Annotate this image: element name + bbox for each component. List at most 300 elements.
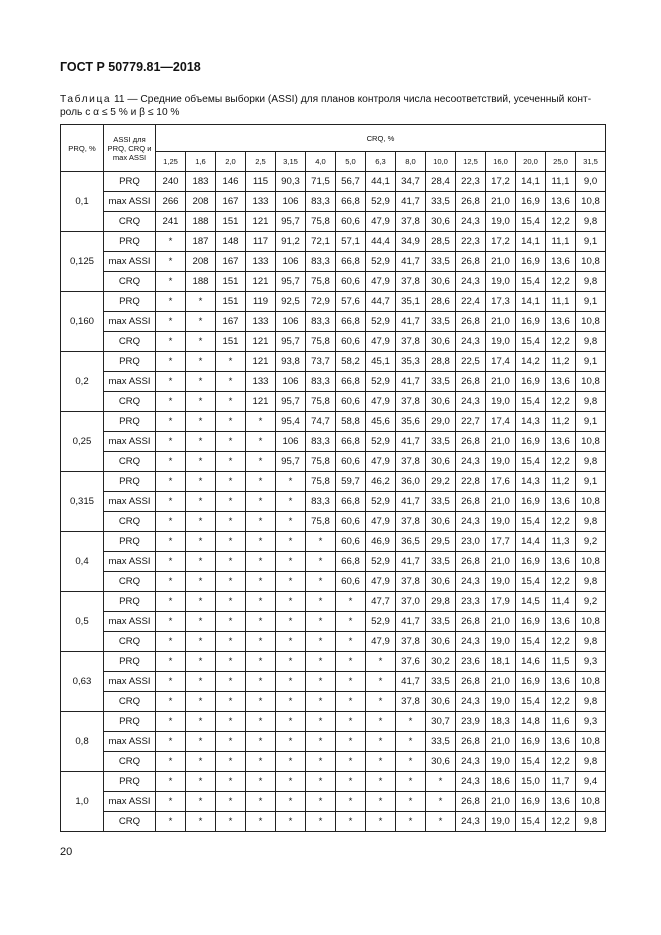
data-cell: * — [426, 792, 456, 812]
data-cell: 15,4 — [516, 632, 546, 652]
page-number: 20 — [60, 846, 73, 858]
data-cell: 9,1 — [576, 412, 606, 432]
data-cell: * — [246, 812, 276, 832]
data-cell: 33,5 — [426, 192, 456, 212]
data-cell: 29,5 — [426, 532, 456, 552]
data-cell: 24,3 — [456, 752, 486, 772]
data-cell: 72,9 — [306, 292, 336, 312]
data-cell: * — [156, 792, 186, 812]
data-cell: 167 — [216, 192, 246, 212]
crq-value-header: 31,5 — [576, 152, 606, 172]
data-cell: 24,3 — [456, 572, 486, 592]
data-cell: 41,7 — [396, 492, 426, 512]
data-cell: * — [186, 412, 216, 432]
data-cell: * — [156, 392, 186, 412]
data-cell: 19,0 — [486, 452, 516, 472]
data-cell: 9,8 — [576, 752, 606, 772]
data-cell: 266 — [156, 192, 186, 212]
data-cell: 52,9 — [366, 372, 396, 392]
data-cell: 12,2 — [546, 452, 576, 472]
data-cell: * — [276, 572, 306, 592]
row-label-cell: PRQ — [104, 472, 156, 492]
data-cell: * — [336, 752, 366, 772]
row-label-cell: CRQ — [104, 572, 156, 592]
crq-value-header: 3,15 — [276, 152, 306, 172]
data-cell: 19,0 — [486, 692, 516, 712]
table-row — [61, 732, 606, 752]
data-cell: 15,4 — [516, 692, 546, 712]
table-row — [61, 632, 606, 652]
data-cell: * — [276, 812, 306, 832]
data-cell: * — [396, 792, 426, 812]
data-cell: 95,4 — [276, 412, 306, 432]
data-cell: * — [366, 752, 396, 772]
data-cell: * — [156, 252, 186, 272]
data-cell: * — [306, 672, 336, 692]
data-cell: * — [186, 612, 216, 632]
data-cell: 30,6 — [426, 392, 456, 412]
data-cell: 12,2 — [546, 812, 576, 832]
document-title: ГОСТ Р 50779.81—2018 — [60, 60, 201, 74]
prq-value-cell: 0,125 — [61, 232, 104, 292]
data-cell: * — [336, 592, 366, 612]
data-cell: 10,8 — [576, 372, 606, 392]
data-cell: 28,4 — [426, 172, 456, 192]
data-cell: 121 — [246, 392, 276, 412]
data-cell: 12,2 — [546, 572, 576, 592]
data-cell: 75,8 — [306, 512, 336, 532]
crq-value-header: 25,0 — [546, 152, 576, 172]
data-cell: 35,3 — [396, 352, 426, 372]
data-cell: 33,5 — [426, 552, 456, 572]
data-cell: 35,6 — [396, 412, 426, 432]
data-cell: 23,9 — [456, 712, 486, 732]
data-cell: 9,1 — [576, 352, 606, 372]
data-cell: 17,7 — [486, 532, 516, 552]
data-cell: 47,9 — [366, 392, 396, 412]
data-cell: * — [156, 732, 186, 752]
data-cell: 71,5 — [306, 172, 336, 192]
data-cell: * — [336, 632, 366, 652]
table-row — [61, 172, 606, 192]
data-cell: 11,2 — [546, 472, 576, 492]
data-cell: 36,0 — [396, 472, 426, 492]
data-cell: * — [396, 772, 426, 792]
data-cell: * — [366, 812, 396, 832]
row-label-cell: CRQ — [104, 452, 156, 472]
data-cell: 16,9 — [516, 672, 546, 692]
row-label-cell: max ASSI — [104, 792, 156, 812]
data-cell: 9,4 — [576, 772, 606, 792]
data-cell: 11,7 — [546, 772, 576, 792]
data-cell: 13,6 — [546, 552, 576, 572]
data-cell: * — [216, 772, 246, 792]
data-cell: * — [276, 492, 306, 512]
row-label-cell: max ASSI — [104, 552, 156, 572]
data-cell: * — [246, 612, 276, 632]
data-cell: * — [246, 752, 276, 772]
data-cell: 21,0 — [486, 372, 516, 392]
data-cell: 16,9 — [516, 732, 546, 752]
data-cell: 37,8 — [396, 332, 426, 352]
data-cell: * — [156, 492, 186, 512]
data-cell: 47,9 — [366, 452, 396, 472]
data-cell: * — [336, 732, 366, 752]
data-cell: 22,7 — [456, 412, 486, 432]
data-cell: 15,4 — [516, 572, 546, 592]
data-cell: 23,6 — [456, 652, 486, 672]
data-cell: 19,0 — [486, 392, 516, 412]
row-label-cell: max ASSI — [104, 492, 156, 512]
data-cell: * — [336, 612, 366, 632]
data-cell: 34,7 — [396, 172, 426, 192]
data-cell: * — [216, 372, 246, 392]
data-cell: 17,2 — [486, 172, 516, 192]
data-cell: 26,8 — [456, 312, 486, 332]
row-label-cell: PRQ — [104, 712, 156, 732]
data-cell: 24,3 — [456, 452, 486, 472]
data-cell: * — [156, 312, 186, 332]
data-cell: 121 — [246, 212, 276, 232]
data-cell: 11,3 — [546, 532, 576, 552]
data-cell: 29,2 — [426, 472, 456, 492]
data-cell: * — [306, 712, 336, 732]
data-cell: 30,6 — [426, 212, 456, 232]
data-cell: 17,2 — [486, 232, 516, 252]
data-cell: 18,3 — [486, 712, 516, 732]
data-cell: 22,3 — [456, 232, 486, 252]
crq-value-header: 8,0 — [396, 152, 426, 172]
data-cell: * — [216, 792, 246, 812]
data-cell: 58,2 — [336, 352, 366, 372]
data-cell: 83,3 — [306, 192, 336, 212]
prq-value-cell: 0,315 — [61, 472, 104, 532]
row-label-cell: PRQ — [104, 292, 156, 312]
table-row — [61, 352, 606, 372]
data-cell: 11,6 — [546, 712, 576, 732]
data-cell: * — [186, 792, 216, 812]
data-cell: * — [156, 632, 186, 652]
data-cell: 57,1 — [336, 232, 366, 252]
data-cell: 117 — [246, 232, 276, 252]
data-cell: * — [276, 692, 306, 712]
data-cell: 12,2 — [546, 212, 576, 232]
data-cell: 59,7 — [336, 472, 366, 492]
crq-value-header: 16,0 — [486, 152, 516, 172]
data-cell: 75,8 — [306, 392, 336, 412]
data-cell: 30,6 — [426, 272, 456, 292]
data-cell: 30,6 — [426, 692, 456, 712]
data-cell: * — [186, 632, 216, 652]
data-cell: * — [156, 752, 186, 772]
table-row — [61, 212, 606, 232]
data-cell: 41,7 — [396, 372, 426, 392]
data-cell: 47,9 — [366, 512, 396, 532]
assi-column-header: ASSI для PRQ, CRQ и max ASSI — [104, 125, 156, 172]
row-label-cell: PRQ — [104, 232, 156, 252]
data-cell: 19,0 — [486, 632, 516, 652]
data-cell: 119 — [246, 292, 276, 312]
data-cell: * — [216, 652, 246, 672]
data-cell: 29,0 — [426, 412, 456, 432]
data-cell: 9,2 — [576, 532, 606, 552]
data-cell: 15,0 — [516, 772, 546, 792]
data-cell: 91,2 — [276, 232, 306, 252]
table-row — [61, 192, 606, 212]
data-cell: * — [246, 532, 276, 552]
row-label-cell: CRQ — [104, 512, 156, 532]
data-cell: * — [306, 772, 336, 792]
data-cell: 188 — [186, 212, 216, 232]
row-label-cell: PRQ — [104, 172, 156, 192]
data-cell: 30,6 — [426, 512, 456, 532]
data-cell: 9,1 — [576, 292, 606, 312]
data-cell: 121 — [246, 272, 276, 292]
data-cell: 83,3 — [306, 312, 336, 332]
data-cell: 74,7 — [306, 412, 336, 432]
data-cell: * — [246, 652, 276, 672]
data-cell: 66,8 — [336, 252, 366, 272]
data-cell: 33,5 — [426, 372, 456, 392]
data-cell: * — [156, 772, 186, 792]
data-cell: 17,3 — [486, 292, 516, 312]
data-cell: 37,8 — [396, 572, 426, 592]
data-cell: * — [276, 732, 306, 752]
data-cell: 106 — [276, 312, 306, 332]
table-row — [61, 512, 606, 532]
data-cell: 52,9 — [366, 312, 396, 332]
data-cell: 9,2 — [576, 592, 606, 612]
data-cell: 106 — [276, 372, 306, 392]
data-cell: * — [276, 592, 306, 612]
row-label-cell: CRQ — [104, 752, 156, 772]
table-row — [61, 752, 606, 772]
data-cell: 19,0 — [486, 752, 516, 772]
data-cell: 21,0 — [486, 312, 516, 332]
table-row — [61, 232, 606, 252]
data-cell: 92,5 — [276, 292, 306, 312]
data-cell: 19,0 — [486, 332, 516, 352]
data-cell: 83,3 — [306, 252, 336, 272]
row-label-cell: max ASSI — [104, 732, 156, 752]
data-cell: * — [156, 692, 186, 712]
data-cell: 26,8 — [456, 192, 486, 212]
data-cell: 60,6 — [336, 272, 366, 292]
data-cell: 83,3 — [306, 432, 336, 452]
data-cell: 33,5 — [426, 732, 456, 752]
data-cell: 14,3 — [516, 412, 546, 432]
row-label-cell: PRQ — [104, 772, 156, 792]
data-cell: 13,6 — [546, 312, 576, 332]
table-row — [61, 552, 606, 572]
data-cell: 10,8 — [576, 792, 606, 812]
data-cell: 151 — [216, 292, 246, 312]
data-cell: 44,1 — [366, 172, 396, 192]
data-cell: 13,6 — [546, 492, 576, 512]
data-cell: * — [246, 552, 276, 572]
data-cell: 12,2 — [546, 512, 576, 532]
data-cell: 17,4 — [486, 352, 516, 372]
data-cell: * — [306, 612, 336, 632]
data-cell: * — [216, 572, 246, 592]
data-cell: 9,8 — [576, 392, 606, 412]
data-cell: 37,8 — [396, 632, 426, 652]
data-cell: 19,0 — [486, 812, 516, 832]
data-cell: 33,5 — [426, 252, 456, 272]
row-label-cell: max ASSI — [104, 192, 156, 212]
row-label-cell: CRQ — [104, 632, 156, 652]
data-cell: 15,4 — [516, 272, 546, 292]
data-cell: 23,3 — [456, 592, 486, 612]
data-cell: 17,6 — [486, 472, 516, 492]
data-cell: 37,8 — [396, 272, 426, 292]
assi-table — [60, 124, 606, 832]
data-cell: 21,0 — [486, 672, 516, 692]
data-cell: * — [396, 712, 426, 732]
data-cell: * — [216, 552, 246, 572]
data-cell: 133 — [246, 372, 276, 392]
table-row — [61, 472, 606, 492]
data-cell: 41,7 — [396, 192, 426, 212]
table-row — [61, 772, 606, 792]
table-row — [61, 492, 606, 512]
data-cell: 14,1 — [516, 172, 546, 192]
data-cell: * — [396, 732, 426, 752]
table-row — [61, 272, 606, 292]
data-cell: * — [216, 532, 246, 552]
data-cell: 10,8 — [576, 312, 606, 332]
crq-value-header: 12,5 — [456, 152, 486, 172]
data-cell: * — [186, 372, 216, 392]
caption-text: 11 — Средние объемы выборки (ASSI) для планов контроля числа несоответствий, усеченный конт-роль с α ≤ 5 % и β ≤ 10 % — [60, 94, 592, 118]
data-cell: 9,1 — [576, 232, 606, 252]
data-cell: 66,8 — [336, 312, 366, 332]
crq-value-header: 20,0 — [516, 152, 546, 172]
data-cell: 47,9 — [366, 632, 396, 652]
data-cell: * — [306, 652, 336, 672]
data-cell: 24,3 — [456, 332, 486, 352]
data-cell: * — [216, 452, 246, 472]
data-cell: * — [276, 552, 306, 572]
data-cell: * — [216, 752, 246, 772]
data-cell: 9,3 — [576, 652, 606, 672]
data-cell: * — [306, 532, 336, 552]
data-cell: 30,6 — [426, 632, 456, 652]
data-cell: 75,8 — [306, 272, 336, 292]
data-cell: 241 — [156, 212, 186, 232]
data-cell: 21,0 — [486, 192, 516, 212]
data-cell: 9,8 — [576, 572, 606, 592]
data-cell: * — [366, 732, 396, 752]
data-cell: 187 — [186, 232, 216, 252]
data-cell: * — [156, 572, 186, 592]
data-cell: * — [186, 812, 216, 832]
table-row — [61, 312, 606, 332]
data-cell: 9,8 — [576, 632, 606, 652]
table-row — [61, 252, 606, 272]
data-cell: 15,4 — [516, 452, 546, 472]
data-cell: * — [186, 732, 216, 752]
data-cell: 24,3 — [456, 772, 486, 792]
data-cell: 30,6 — [426, 452, 456, 472]
data-cell: 10,8 — [576, 612, 606, 632]
crq-value-header: 10,0 — [426, 152, 456, 172]
data-cell: * — [246, 432, 276, 452]
table-row — [61, 452, 606, 472]
row-label-cell: max ASSI — [104, 312, 156, 332]
data-cell: * — [156, 592, 186, 612]
data-cell: 21,0 — [486, 492, 516, 512]
data-cell: * — [156, 412, 186, 432]
crq-value-header: 2,0 — [216, 152, 246, 172]
data-cell: 9,8 — [576, 332, 606, 352]
data-cell: 9,8 — [576, 692, 606, 712]
data-cell: * — [276, 652, 306, 672]
prq-value-cell: 0,2 — [61, 352, 104, 412]
data-cell: 24,3 — [456, 212, 486, 232]
data-cell: * — [186, 432, 216, 452]
data-cell: 21,0 — [486, 252, 516, 272]
data-cell: 33,5 — [426, 492, 456, 512]
data-cell: 60,6 — [336, 332, 366, 352]
data-cell: * — [156, 712, 186, 732]
row-label-cell: CRQ — [104, 212, 156, 232]
table-row — [61, 532, 606, 552]
data-cell: 93,8 — [276, 352, 306, 372]
prq-value-cell: 0,4 — [61, 532, 104, 592]
data-cell: 56,7 — [336, 172, 366, 192]
data-cell: 167 — [216, 252, 246, 272]
data-cell: 10,8 — [576, 192, 606, 212]
data-cell: * — [216, 432, 246, 452]
data-cell: 11,4 — [546, 592, 576, 612]
data-cell: * — [306, 572, 336, 592]
data-cell: * — [216, 712, 246, 732]
data-cell: 28,6 — [426, 292, 456, 312]
data-cell: 11,2 — [546, 412, 576, 432]
data-cell: * — [216, 632, 246, 652]
data-cell: 15,4 — [516, 812, 546, 832]
data-cell: 26,8 — [456, 732, 486, 752]
data-cell: * — [246, 512, 276, 532]
data-cell: 36,5 — [396, 532, 426, 552]
data-cell: 37,8 — [396, 512, 426, 532]
data-cell: 41,7 — [396, 612, 426, 632]
data-cell: 22,5 — [456, 352, 486, 372]
data-cell: 90,3 — [276, 172, 306, 192]
data-cell: 16,9 — [516, 612, 546, 632]
prq-value-cell: 0,1 — [61, 172, 104, 232]
data-cell: * — [276, 672, 306, 692]
data-cell: 24,3 — [456, 692, 486, 712]
data-cell: * — [246, 572, 276, 592]
data-cell: * — [156, 612, 186, 632]
data-cell: 66,8 — [336, 192, 366, 212]
data-cell: 66,8 — [336, 552, 366, 572]
data-cell: * — [336, 792, 366, 812]
data-cell: * — [216, 732, 246, 752]
crq-value-header: 1,25 — [156, 152, 186, 172]
data-cell: * — [396, 752, 426, 772]
data-cell: * — [366, 792, 396, 812]
data-cell: * — [336, 772, 366, 792]
data-cell: 21,0 — [486, 732, 516, 752]
data-cell: * — [306, 732, 336, 752]
data-cell: 13,6 — [546, 612, 576, 632]
data-cell: 52,9 — [366, 432, 396, 452]
data-cell: 13,6 — [546, 192, 576, 212]
table-row — [61, 652, 606, 672]
